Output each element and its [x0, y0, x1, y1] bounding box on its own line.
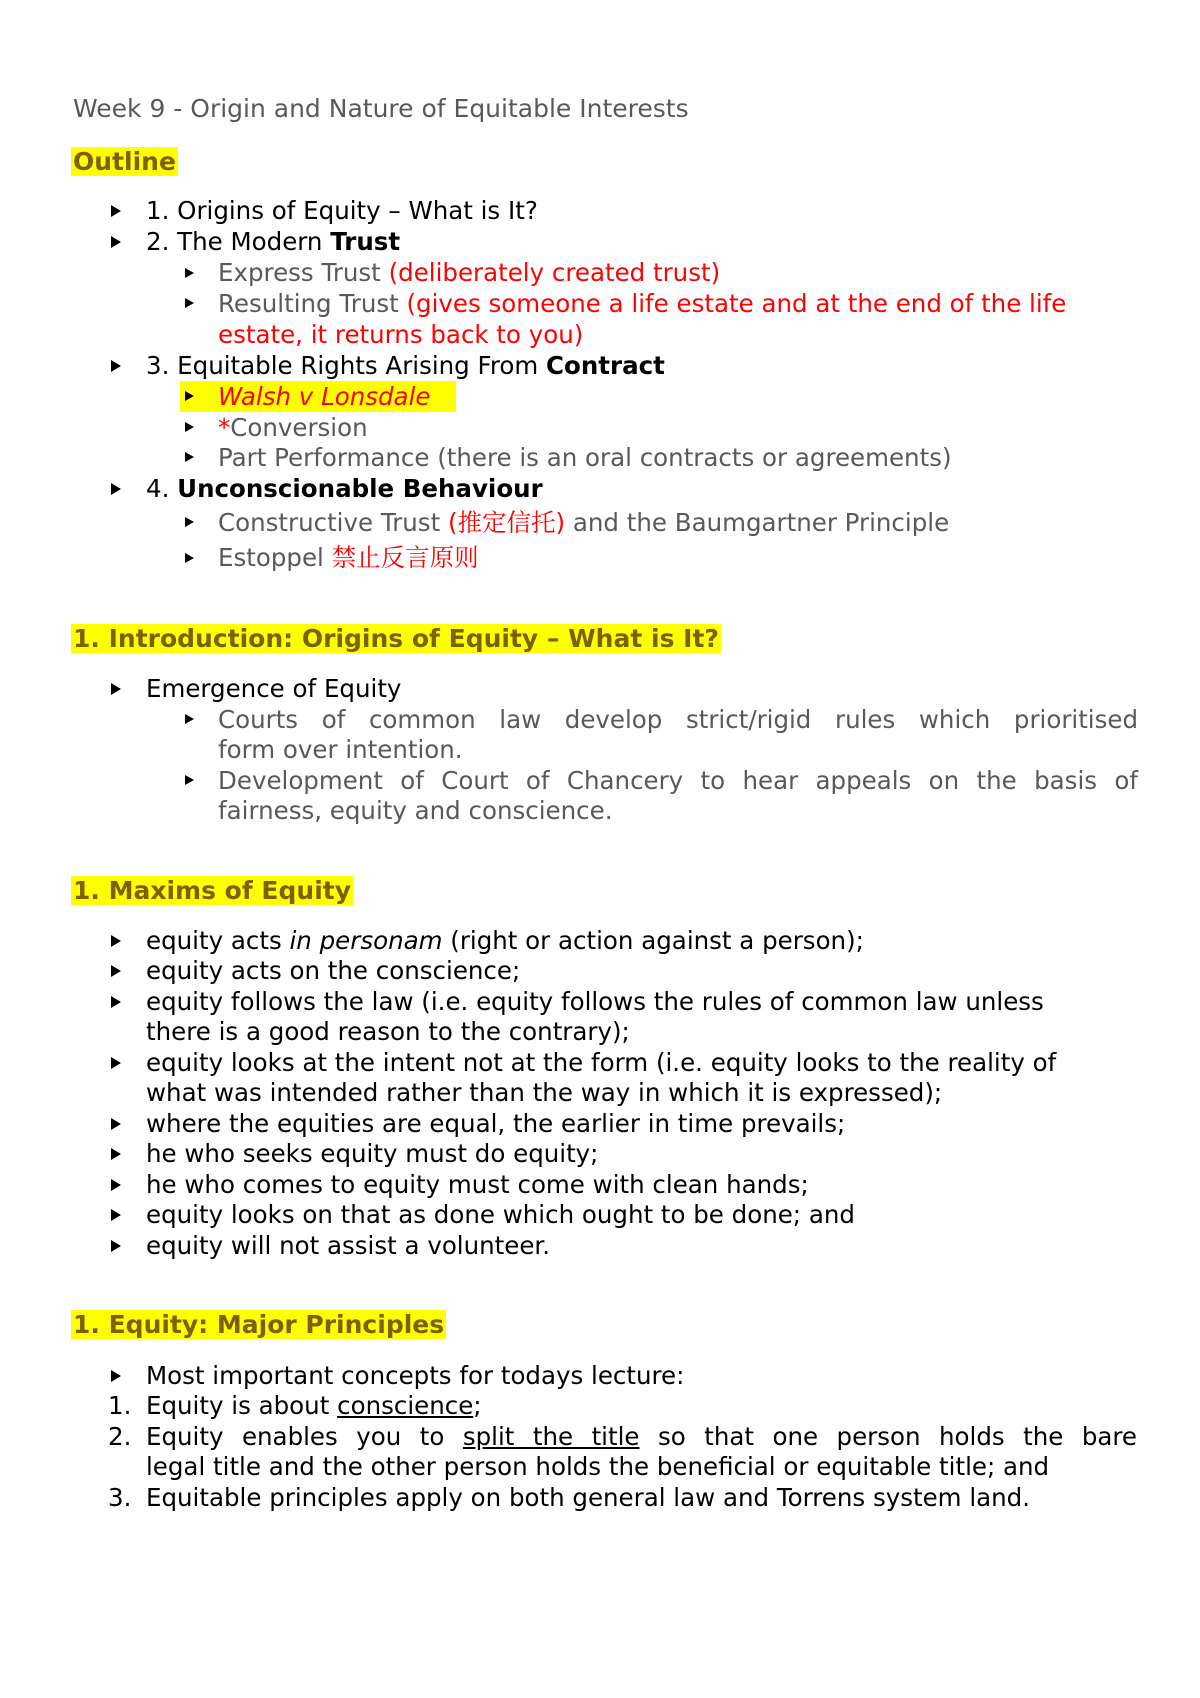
bullet-icon — [111, 1240, 121, 1252]
bullet-icon — [185, 391, 194, 401]
bullet-icon — [185, 553, 194, 563]
outline-heading — [71, 147, 178, 176]
bullet-icon — [185, 452, 194, 462]
principles-heading-text: 1. Equity: Major Principles — [73, 1310, 445, 1339]
bullet-icon — [111, 1179, 121, 1191]
outline-resulting-trust-cont: estate, it returns back to you) — [218, 320, 584, 349]
principle-number-3: 3. — [108, 1483, 132, 1512]
bullet-icon — [185, 775, 194, 785]
bullet-icon — [111, 236, 121, 248]
bullet-icon — [111, 205, 121, 217]
bullet-icon — [111, 1148, 121, 1160]
outline-heading-text: Outline — [73, 147, 176, 176]
bullet-icon — [111, 483, 121, 495]
principle-number-1: 1. — [108, 1391, 132, 1420]
bullet-icon — [185, 517, 194, 527]
bullet-icon — [185, 268, 194, 278]
principles-heading — [71, 1310, 446, 1339]
chancery-line-1: Development of Court of Chancery to hear appeals on the basis of — [218, 766, 1138, 795]
maxim-9: equity will not assist a volunteer. — [146, 1231, 551, 1260]
maxim-2: equity acts on the conscience; — [146, 956, 521, 985]
outline-conversion: *Conversion — [218, 413, 368, 442]
outline-item-1: 1. Origins of Equity – What is It? — [146, 196, 538, 225]
maxim-3: equity follows the law (i.e. equity follows the rules of common law unless — [146, 987, 1044, 1016]
walsh-v-lonsdale: Walsh v Lonsdale — [218, 382, 431, 411]
principle-number-2: 2. — [108, 1422, 132, 1451]
outline-estoppel: Estoppel 禁止反言原则 — [218, 543, 479, 572]
maxim-6: he who seeks equity must do equity; — [146, 1139, 599, 1168]
principles-intro: Most important concepts for todays lecture: — [146, 1361, 685, 1390]
bullet-icon — [185, 422, 194, 432]
maxim-8: equity looks on that as done which ought to be done; and — [146, 1200, 855, 1229]
principle-1: Equity is about conscience; — [146, 1391, 482, 1420]
maxims-heading-text: 1. Maxims of Equity — [73, 876, 352, 905]
document-title: Week 9 - Origin and Nature of Equitable Interests — [73, 94, 689, 123]
courts-line-2: form over intention. — [218, 735, 463, 764]
bullet-icon — [111, 935, 121, 947]
bullet-icon — [111, 360, 121, 372]
emergence-of-equity: Emergence of Equity — [146, 674, 402, 703]
outline-item-2: 2. The Modern Trust — [146, 227, 401, 256]
bullet-icon — [111, 996, 121, 1008]
principle-2-cont: legal title and the other person holds the beneficial or equitable title; and — [146, 1452, 1050, 1481]
bullet-icon — [111, 965, 121, 977]
outline-part-performance: Part Performance (there is an oral contracts or agreements) — [218, 443, 952, 472]
outline-express-trust: Express Trust (deliberately created trust) — [218, 258, 721, 287]
bullet-icon — [185, 298, 194, 308]
maxim-7: he who comes to equity must come with clean hands; — [146, 1170, 809, 1199]
outline-item-4: 4. Unconscionable Behaviour — [146, 474, 543, 503]
principle-2: Equity enables you to split the title so that one person holds the bare — [146, 1422, 1138, 1451]
courts-line-1: Courts of common law develop strict/rigid rules which prioritised — [218, 705, 1138, 734]
bullet-icon — [185, 714, 194, 724]
bullet-icon — [111, 683, 121, 695]
maxim-4: equity looks at the intent not at the form (i.e. equity looks to the reality of — [146, 1048, 1057, 1077]
maxim-3-cont: there is a good reason to the contrary); — [146, 1017, 630, 1046]
bullet-icon — [111, 1370, 121, 1382]
principle-3: Equitable principles apply on both general law and Torrens system land. — [146, 1483, 1031, 1512]
outline-item-3: 3. Equitable Rights Arising From Contract — [146, 351, 665, 380]
maxim-5: where the equities are equal, the earlier in time prevails; — [146, 1109, 846, 1138]
outline-constructive-trust: Constructive Trust (推定信托) and the Baumgartner Principle — [218, 508, 950, 537]
bullet-icon — [111, 1209, 121, 1221]
introduction-heading — [71, 624, 721, 653]
chancery-line-2: fairness, equity and conscience. — [218, 796, 613, 825]
bullet-icon — [111, 1118, 121, 1130]
introduction-heading-text: 1. Introduction: Origins of Equity – What is It? — [73, 624, 719, 653]
bullet-icon — [111, 1057, 121, 1069]
maxim-4-cont: what was intended rather than the way in which it is expressed); — [146, 1078, 943, 1107]
maxim-1: equity acts in personam (right or action against a person); — [146, 926, 864, 955]
outline-resulting-trust: Resulting Trust (gives someone a life estate and at the end of the life — [218, 289, 1067, 318]
maxims-heading — [71, 876, 353, 905]
